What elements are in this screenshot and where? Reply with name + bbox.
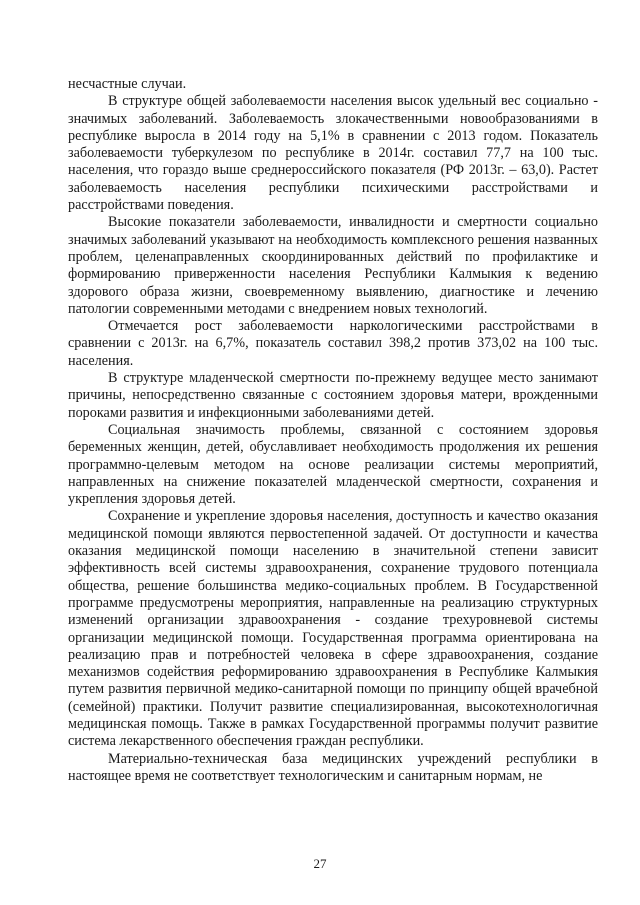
paragraph-morbidity-structure: В структуре общей заболеваемости населения высок удельный вес социально - значимых заболеваний. Заболеваемость злокачественными новообразованиями в республике выросла в 2014 году на 5,1% в сравнении с 2013 годом. Показатель заболеваемости туберкулезом по республике в 2014г. составил 77,7 на 100 тыс. населения, что гораздо выше среднероссийского показателя (РФ 2013г. – 63,0). Растет заболеваемость населения республики психическими расстройствами и расстройствами поведения. xyxy=(68,93,598,214)
page-number: 27 xyxy=(313,856,327,871)
paragraph-material-base: Материально-техническая база медицинских учреждений республики в настоящее время не соответствует технологическим и санитарным нормам, не xyxy=(68,750,598,784)
paragraph-social-significance: Социальная значимость проблемы, связанной с состоянием здоровья беременных женщин, детей, обуславливает необходимость продолжения их решения программно-целевым методом на основе реализации системы мероприятий, направленных на снижение показателей младенческой смертности, сохранения и укрепления здоровья детей. xyxy=(68,421,598,508)
paragraph-narcology: Отмечается рост заболеваемости наркологическими расстройствами в сравнении с 2013г. на 6,7%, показатель составил 398,2 против 373,02 на 100 тыс. населения. xyxy=(68,318,598,369)
paragraph-high-indicators: Высокие показатели заболеваемости, инвалидности и смертности социально значимых заболеваний указывают на необходимость комплексного решения названных проблем, целенаправленных скоординированных действий по профилактике и формированию приверженности населения Республики Калмыкия к ведению здорового образа жизни, своевременному выявлению, диагностике и лечению патологии современными методами с внедрением новых технологий. xyxy=(68,214,598,317)
paragraph-health-preservation: Сохранение и укрепление здоровья населения, доступность и качество оказания медицинской помощи являются первостепенной задачей. От доступности и качества оказания медицинской помощи населению в значительной степени зависит эффективность всей системы здравоохранения, сохранение трудового потенциала общества, решение большинства медико-социальных проблем. В Государственной программе предусмотрены мероприятия, направленные на реализацию структурных изменений организации здравоохранения - создание трехуровневой системы организации медицинской помощи. Государственная программа ориентирована на реализацию прав и потребностей человека в сфере здравоохранения, создание механизмов содействия реформированию здравоохранения в Республике Калмыкия путем развития первичной медико-санитарной помощи по принципу общей врачебной (семейной) практики. Получит развитие специализированная, высокотехнологичная медицинская помощь. Также в рамках Государственной программы получит развитие система лекарственного обеспечения граждан республики. xyxy=(68,508,598,750)
paragraph-infant-mortality: В структуре младенческой смертности по-прежнему ведущее место занимают причины, непосредственно связанные с состоянием здоровья матери, врожденными пороками развития и инфекционными заболеваниями детей. xyxy=(68,370,598,421)
body-text xyxy=(68,76,598,785)
paragraph-continuation: несчастные случаи. xyxy=(68,76,187,92)
